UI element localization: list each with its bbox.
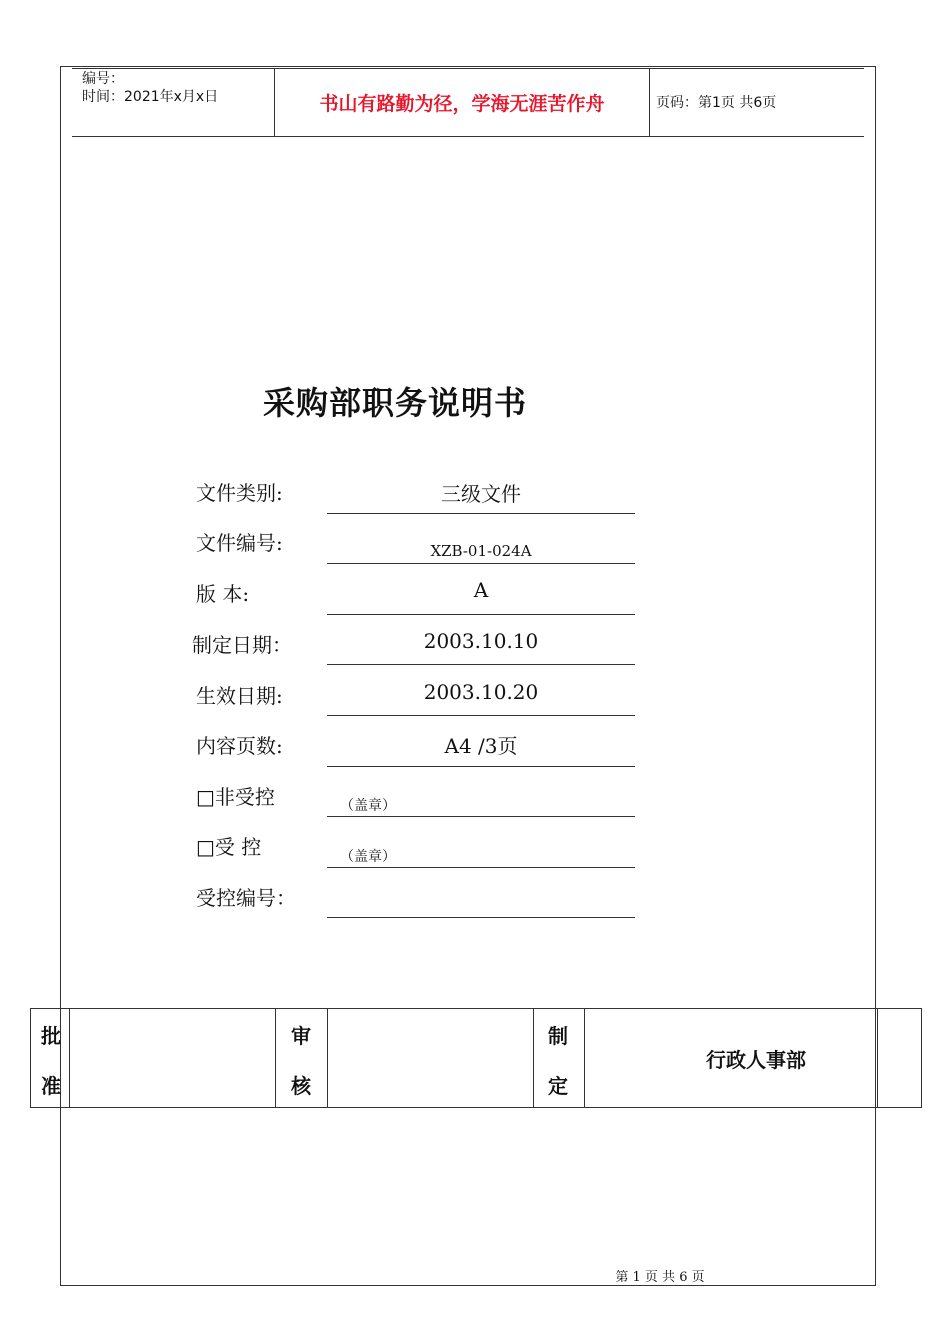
field-label-version: 版 本: bbox=[196, 582, 250, 606]
table-divider bbox=[275, 1009, 276, 1107]
field-underline bbox=[327, 715, 635, 716]
field-underline bbox=[327, 563, 635, 564]
field-value-number: XZB-01-024A bbox=[430, 542, 532, 560]
department-name: 行政人事部 bbox=[706, 1047, 806, 1072]
field-label-created-date: 制定日期： bbox=[192, 633, 292, 657]
review-label: 审 核 bbox=[291, 1024, 311, 1098]
field-value-page-count: A4 /3页 bbox=[444, 734, 518, 758]
field-label-page-count: 内容页数: bbox=[196, 734, 283, 758]
table-divider bbox=[877, 1009, 878, 1107]
table-divider bbox=[584, 1009, 585, 1107]
header-meta bbox=[82, 70, 218, 106]
field-value-created-date: 2003.10.10 bbox=[423, 629, 539, 653]
field-label-uncontrolled: □非受控 bbox=[196, 785, 275, 809]
field-underline bbox=[327, 614, 635, 615]
page-footer: 第 1 页 共 6 页 bbox=[615, 1270, 705, 1285]
seal-note: （盖章） bbox=[340, 849, 396, 865]
field-label-control-number: 受控编号： bbox=[196, 886, 296, 910]
document-title: 采购部职务说明书 bbox=[263, 384, 528, 422]
field-underline bbox=[327, 664, 635, 665]
field-label-effective-date: 生效日期: bbox=[196, 684, 283, 708]
prepare-label: 制 定 bbox=[548, 1024, 568, 1098]
field-underline bbox=[327, 766, 635, 767]
field-underline bbox=[327, 513, 635, 514]
approve-label: 批 准 bbox=[41, 1024, 61, 1098]
field-underline bbox=[327, 917, 635, 918]
field-value-version: A bbox=[473, 578, 489, 602]
field-value-effective-date: 2003.10.20 bbox=[423, 680, 539, 704]
field-label-number: 文件编号: bbox=[196, 531, 283, 555]
field-label-controlled: □受 控 bbox=[196, 835, 262, 859]
field-label-category: 文件类别: bbox=[196, 481, 283, 505]
header-divider bbox=[649, 68, 650, 136]
header-page-info: 页码：第1页 共6页 bbox=[656, 95, 777, 111]
header-table bbox=[72, 68, 864, 137]
header-time: 时间：2021年x月x日 bbox=[82, 89, 219, 105]
header-motto: 书山有路勤为径，学海无涯苦作舟 bbox=[319, 92, 605, 115]
seal-note: （盖章） bbox=[340, 798, 396, 814]
header-number: 编号： bbox=[82, 71, 124, 87]
field-underline bbox=[327, 867, 635, 868]
field-underline bbox=[327, 816, 635, 817]
field-value-category: 三级文件 bbox=[441, 482, 521, 506]
table-divider bbox=[533, 1009, 534, 1107]
table-divider bbox=[327, 1009, 328, 1107]
signature-table bbox=[30, 1008, 922, 1108]
